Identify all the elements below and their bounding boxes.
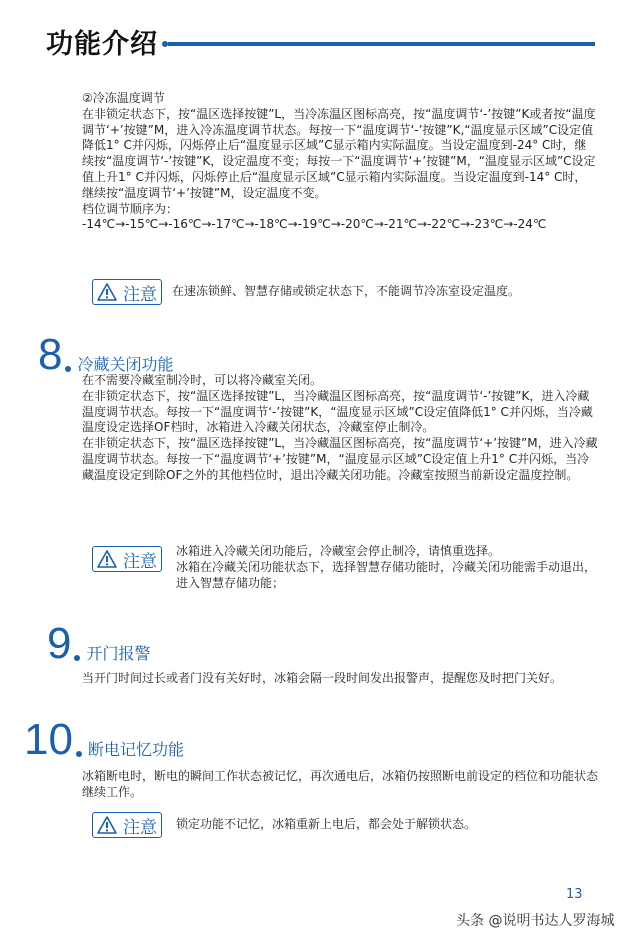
note-line: 冰箱进入冷藏关闭功能后，冷藏室会停止制冷，请慎重选择。 [176, 544, 501, 558]
warning-triangle-icon [97, 283, 117, 301]
note-label: 注意 [123, 551, 157, 572]
freezer-temp-sequence-label: 档位调节顺序为： [82, 201, 179, 216]
section-title: 冷藏关闭功能 [77, 355, 174, 374]
page-number: 13 [566, 887, 583, 902]
note-text: 锁定功能不记忆，冰箱重新上电后，都会处于解锁状态。 [176, 817, 477, 831]
note-badge [92, 546, 162, 572]
note-badge [92, 279, 162, 305]
section-10-heading [24, 715, 184, 764]
note-line: 冰箱在冷藏关闭功能状态下，选择智慧存储功能时，冷藏关闭功能需手动退出，进入智慧存储功能； [176, 559, 597, 590]
section-number: 8 [38, 330, 63, 379]
section-10-body [82, 769, 598, 801]
section-title: 断电记忆功能 [87, 740, 184, 759]
section-8-paragraph: 在非锁定状态下，按“温区选择按键”L，当冷藏温区图标高亮，按“温度调节‘+’按键”M，进入冷藏温度调节状态。每按一下“温度调节‘+’按键”M，“温度显示区域”C设定值上升1° C并闪烁，当冷藏温度设定到除OF之外的其他档位时，退出冷藏关闭功能。冷藏室按照当前新设定温度控制。 [82, 436, 598, 482]
note-text: 在速冻锁鲜、智慧存储或锁定状态下，不能调节冷冻室设定温度。 [172, 284, 521, 298]
freezer-temp-paragraph: 在非锁定状态下，按“温区选择按键”L，当冷冻温区图标高亮，按“温度调节‘-’按键”K或者按“温度调节‘+’按键”M，进入冷冻温度调节状态。每按一下“温度调节‘-’按键”K,“温度显示区域”C设定值降低1° C并闪烁，闪烁停止后“温度显示区域”C显示箱内实际温度。当设定温度到-24° C时，继续按“温度调节‘-’按键”K，设定温度不变；每按一下“温度调节‘+’按键”M，“温度显示区域”C设定值上升1° C并闪烁，闪烁停止后“温度显示区域”C显示箱内实际温度。当设定温度到-14° C时，继续按“温度调节‘+’按键”M，设定温度不变。 [82, 106, 596, 200]
note-label: 注意 [123, 284, 157, 305]
section-8-heading [38, 330, 174, 379]
note-freezer [92, 279, 602, 307]
section-9-paragraph: 当开门时间过长或者门没有关好时，冰箱会隔一段时间发出报警声，提醒您及时把门关好。 [82, 671, 563, 685]
section-8-body [82, 373, 598, 484]
note-text [176, 544, 596, 591]
note-badge [92, 812, 162, 838]
section-dot [76, 751, 82, 757]
section-title: 开门报警 [86, 644, 151, 663]
section-10-paragraph: 冰箱断电时，断电的瞬间工作状态被记忆，再次通电后，冰箱仍按照断电前设定的档位和功能状态继续工作。 [82, 769, 599, 799]
section-dot [65, 366, 71, 372]
section-number: 10 [24, 715, 73, 764]
section-dot [74, 655, 80, 661]
section-number: 9 [47, 619, 72, 668]
page-title: 功能介绍 [46, 29, 158, 60]
section-8-paragraph: 在不需要冷藏室制冷时，可以将冷藏室关闭。 [82, 373, 323, 387]
note-lock [92, 812, 602, 840]
section-9-body [82, 671, 598, 687]
freezer-temp-sequence: -14℃→-15℃→-16℃→-17℃→-18℃→-19℃→-20℃→-21℃→-22℃→-23℃→-24℃ [82, 217, 547, 232]
warning-triangle-icon [97, 550, 117, 568]
section-9-heading [47, 619, 151, 668]
watermark: 头条 @说明书达人罗海城 [456, 913, 615, 929]
section-8-paragraph: 在非锁定状态下，按“温区选择按键”L，当冷藏温区图标高亮，按“温度调节‘-’按键”K，进入冷藏温度调节状态。每按一下“温度调节‘-’按键”K，“温度显示区域”C设定值降低1° C并闪烁，当冷藏温度设定选择OF档时，冰箱进入冷藏关闭状态，冷藏室停止制冷。 [82, 388, 593, 435]
freezer-temp-block [82, 91, 598, 233]
title-rule [168, 42, 595, 46]
warning-triangle-icon [97, 816, 117, 834]
note-refrigerator-off [92, 546, 602, 596]
freezer-temp-subtitle: ②冷冻温度调节 [82, 91, 165, 105]
note-label: 注意 [123, 817, 157, 838]
